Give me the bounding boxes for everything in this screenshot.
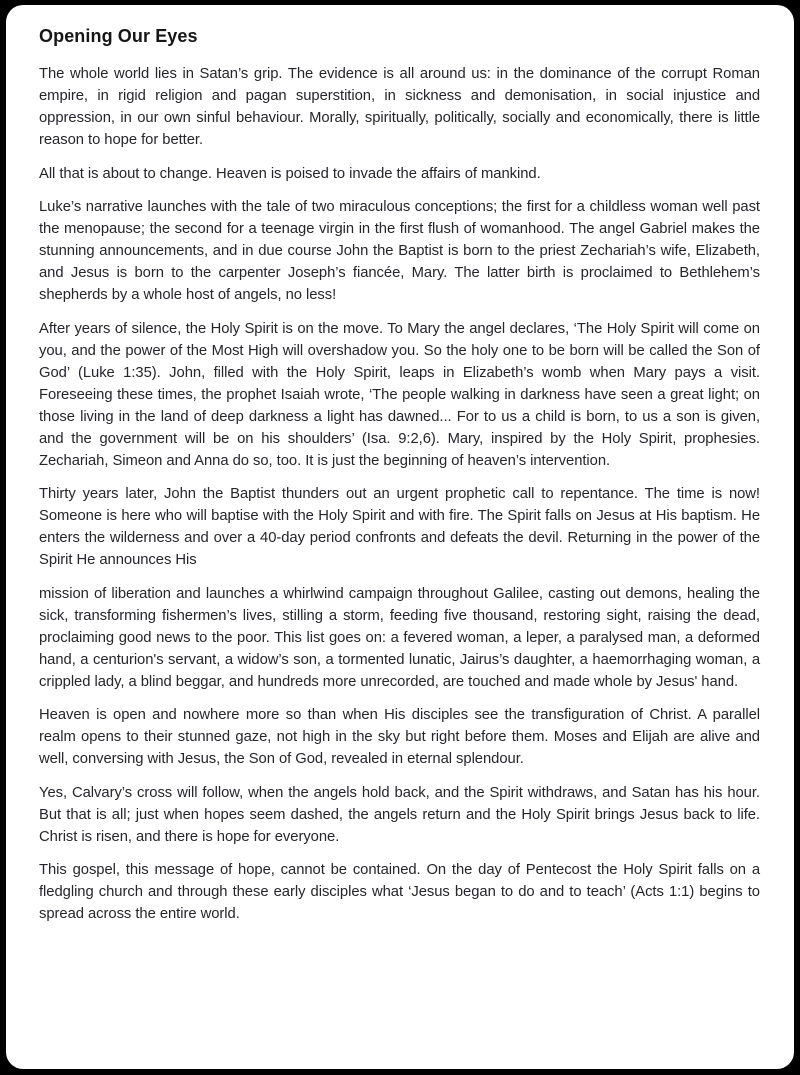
page-title: Opening Our Eyes [39, 26, 198, 46]
document-page [6, 5, 794, 1069]
paragraph: Luke’s narrative launches with the tale of two miraculous conceptions; the first for a childless woman well past the menopause; the second for a teenage virgin in the first flush of womanhood. The angel Gabriel makes the stunning announcements, and in due course John the Baptist is born to the priest Zechariah’s wife, Elizabeth, and Jesus is born to the carpenter Joseph’s fiancée, Mary. The latter birth is proclaimed to Bethlehem’s shepherds by a whole host of angels, no less! [39, 199, 760, 303]
paragraph: Thirty years later, John the Baptist thunders out an urgent prophetic call to repentance. The time is now! Someone is here who will baptise with the Holy Spirit and with fire. The Spirit falls on Jesus at His baptism. He enters the wilderness and over a 40-day period confronts and defeats the devil. Returning in the power of the Spirit He announces His [39, 486, 760, 568]
paragraph: Yes, Calvary’s cross will follow, when the angels hold back, and the Spirit withdraws, and Satan has his hour. But that is all; just when hopes seem dashed, the angels return and the Holy Spirit brings Jesus back to life. Christ is risen, and there is hope for everyone. [39, 784, 760, 845]
paragraph: This gospel, this message of hope, cannot be contained. On the day of Pentecost the Holy Spirit falls on a fledgling church and through these early disciples what ‘Jesus began to do and to teach’ (Acts 1:1) begins to spread across the entire world. [39, 862, 760, 922]
paragraph: After years of silence, the Holy Spirit is on the move. To Mary the angel declares, ‘The Holy Spirit will come on you, and the power of the Most High will overshadow you. So the holy one to be born will be called the Son of God’ (Luke 1:35). John, filled with the Holy Spirit, leaps in Elizabeth’s womb when Mary pays a visit. Foreseeing these times, the prophet Isaiah wrote, ‘The people walking in darkness have seen a great light; on those living in the land of deep darkness a light has dawned... For to us a child is born, to us a son is given, and the government will be on his shoulders’ (Isa. 9:2,6). Mary, inspired by the Holy Spirit, prophesies. Zechariah, Simeon and Anna do so, too. It is just the beginning of heaven’s intervention. [39, 320, 760, 469]
paragraph: All that is about to change. Heaven is poised to invade the affairs of mankind. [39, 165, 541, 182]
paragraph: The whole world lies in Satan’s grip. The evidence is all around us: in the dominance of the corrupt Roman empire, in rigid religion and pagan superstition, in sickness and demonisation, in social injustice and oppression, in our own sinful behaviour. Morally, spiritually, politically, socially and economically, there is little reason to hope for better. [39, 66, 760, 148]
paragraph: Heaven is open and nowhere more so than when His disciples see the transfiguration of Christ. A parallel realm opens to their stunned gaze, not high in the sky but right before them. Moses and Elijah are alive and well, conversing with Jesus, the Son of God, revealed in eternal splendour. [39, 707, 760, 767]
paragraph: mission of liberation and launches a whirlwind campaign throughout Galilee, casting out demons, healing the sick, transforming fishermen’s lives, stilling a storm, feeding five thousand, restoring sight, raising the dead, proclaiming good news to the poor. This list goes on: a fevered woman, a leper, a paralysed man, a deformed hand, a centurion's servant, a widow’s son, a tormented lunatic, Jairus’s daughter, a haemorrhaging woman, a crippled lady, a blind beggar, and hundreds more unrecorded, are touched and made whole by Jesus' hand. [39, 585, 760, 690]
